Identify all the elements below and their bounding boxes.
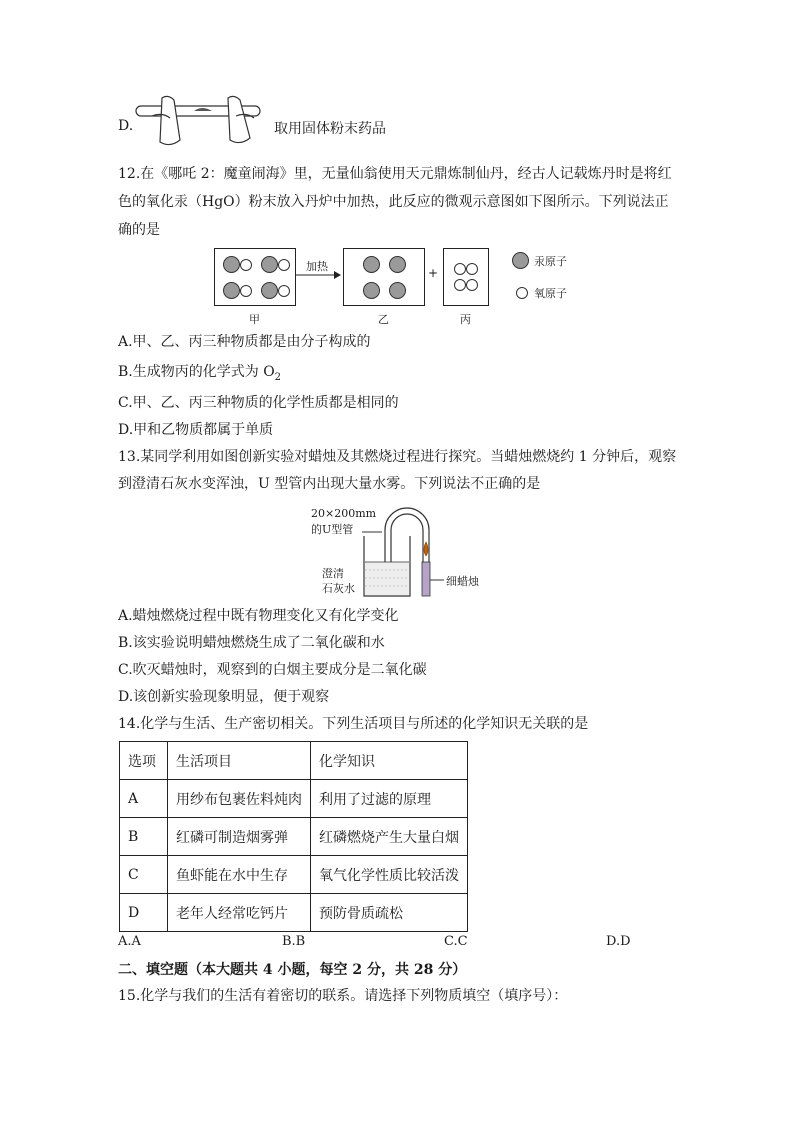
q14-answer-c: C.C: [444, 934, 468, 949]
q12-stem-line2: 色的氧化汞（HgO）粉末放入丹炉中加热，此反应的微观示意图如下图所示。下列说法正: [118, 194, 669, 210]
limewater-label-1: 澄清: [322, 567, 344, 580]
q12-option-c: C.甲、乙、丙三种物质的化学性质都是相同的: [118, 395, 399, 411]
table-cell: 鱼虾能在水中生存: [168, 856, 311, 894]
u-tube-label-1: 20×200mm: [311, 507, 377, 520]
plus-sign: +: [428, 266, 439, 280]
table-row: [120, 856, 468, 894]
arrow-label: 加热: [306, 260, 328, 273]
q13-option-d: D.该创新实验现象明显，便于观察: [118, 689, 330, 705]
q13-stem-line1: 13.某同学利用如图创新实验对蜡烛及其燃烧过程进行探究。当蜡烛燃烧约 1 分钟后，观察: [118, 449, 677, 465]
legend-o-icon: [516, 287, 528, 299]
legend-hg-label: 汞原子: [534, 255, 567, 268]
label-yi: 乙: [378, 313, 389, 326]
table-cell: 预防骨质疏松: [311, 894, 468, 932]
q14-answer-d: D.D: [606, 934, 631, 949]
table-header: 化学知识: [311, 742, 468, 780]
q13-stem-line2: 到澄清石灰水变浑浊，U 型管内出现大量水雾。下列说法不正确的是: [118, 476, 541, 492]
test-tube-hands-illustration: [132, 92, 266, 148]
candle-label: 细蜡烛: [446, 575, 479, 588]
table-cell: C: [120, 856, 168, 894]
q15-stem: 15.化学与我们的生活有着密切的联系。请选择下列物质填空（填序号）：: [118, 988, 568, 1004]
table-cell: A: [120, 780, 168, 818]
legend-o-label: 氧原子: [534, 287, 567, 300]
q12-option-a: A.甲、乙、丙三种物质都是由分子构成的: [118, 334, 371, 350]
section-2-title: 二、填空题（本大题共 4 小题，每空 2 分，共 28 分）: [118, 962, 467, 978]
q13-option-c: C.吹灭蜡烛时，观察到的白烟主要成分是二氧化碳: [118, 662, 427, 678]
q12-option-b: B.生成物丙的化学式为 $O_2$: [118, 364, 282, 383]
q12-stem-line1: 12.在《哪吒 2：魔童闹海》里，无量仙翁使用天元鼎炼制仙丹，经古人记载炼丹时是将红: [118, 166, 672, 182]
legend-hg-icon: [512, 252, 529, 269]
q11-option-d-text: 取用固体粉末药品: [274, 121, 386, 137]
table-cell: 红磷可制造烟雾弹: [168, 818, 311, 856]
q11-option-d-label: D.: [118, 118, 134, 134]
q14-answer-b: B.B: [282, 934, 306, 949]
box-bing: [443, 248, 489, 306]
table-cell: 氧气化学性质比较活泼: [311, 856, 468, 894]
table-header: 生活项目: [168, 742, 311, 780]
box-jia: [214, 248, 296, 306]
q12-stem-line3: 确的是: [118, 222, 160, 238]
table-header: 选项: [120, 742, 168, 780]
box-yi: [343, 248, 425, 306]
table-cell: D: [120, 894, 168, 932]
label-jia: 甲: [249, 313, 260, 326]
table-row: [120, 780, 468, 818]
label-bing: 丙: [460, 313, 471, 326]
q13-option-a: A.蜡烛燃烧过程中既有物理变化又有化学变化: [118, 608, 399, 624]
table-cell: B: [120, 818, 168, 856]
table-row: [120, 818, 468, 856]
q13-option-b: B.该实验说明蜡烛燃烧生成了二氧化碳和水: [118, 635, 385, 651]
table-cell: 红磷燃烧产生大量白烟: [311, 818, 468, 856]
q14-table: [119, 741, 468, 932]
q14-answer-a: A.A: [118, 934, 141, 949]
table-cell: 老年人经常吃钙片: [168, 894, 311, 932]
u-tube-label-2: 的U型管: [311, 523, 354, 536]
table-header-row: [120, 742, 468, 780]
table-cell: 利用了过滤的原理: [311, 780, 468, 818]
table-cell: 用纱布包裹佐料炖肉: [168, 780, 311, 818]
limewater-label-2: 石灰水: [322, 582, 355, 595]
q12-option-d: D.甲和乙物质都属于单质: [118, 422, 274, 438]
q14-stem: 14.化学与生活、生产密切相关。下列生活项目与所述的化学知识无关联的是: [118, 716, 589, 732]
table-row: [120, 894, 468, 932]
